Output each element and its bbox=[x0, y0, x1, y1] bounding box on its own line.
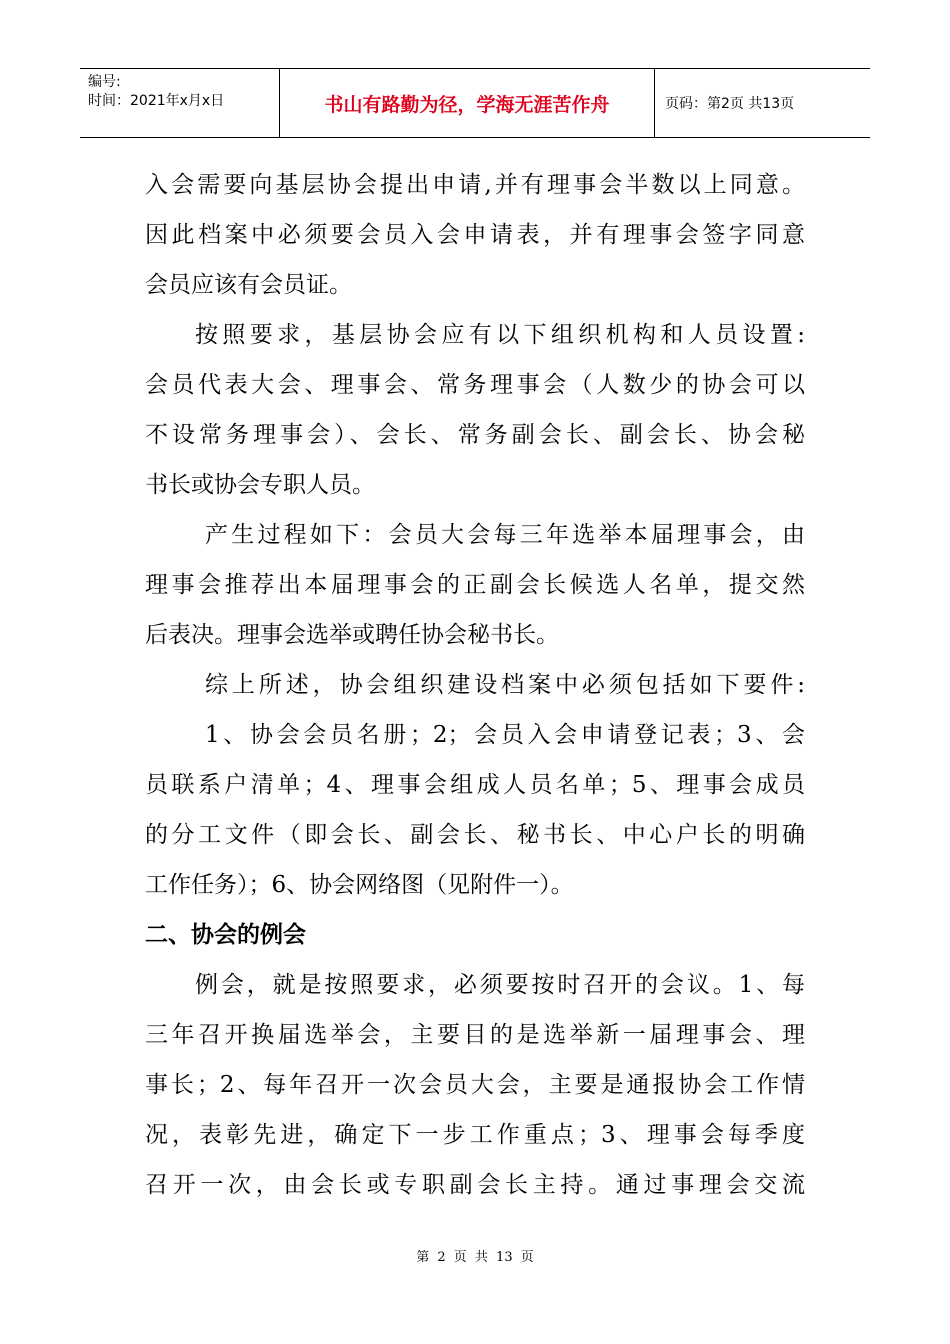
body-line: 的分工文件（即会长、副会长、秘书长、中心户长的明确 bbox=[145, 822, 805, 848]
page-header bbox=[80, 68, 870, 138]
body-line: 员联系户清单；4、理事会组成人员名单；5、理事会成员 bbox=[145, 772, 805, 798]
body-line: 例会，就是按照要求，必须要按时召开的会议。1、每 bbox=[195, 972, 805, 998]
body-line: 产生过程如下：会员大会每三年选举本届理事会，由 bbox=[205, 522, 805, 548]
body-line: 召开一次，由会长或专职副会长主持。通过事理会交流 bbox=[145, 1172, 805, 1198]
time-label: 时间：2021年x月x日 bbox=[88, 93, 225, 109]
body-line: 事长；2、每年召开一次会员大会，主要是通报协会工作情 bbox=[145, 1072, 805, 1098]
body-line: 况，表彰先进，确定下一步工作重点；3、理事会每季度 bbox=[145, 1122, 805, 1148]
body-line: 工作任务）；6、协会网络图（见附件一）。 bbox=[145, 872, 574, 898]
header-motto: 书山有路勤为径，学海无涯苦作舟 bbox=[280, 69, 655, 137]
section-heading: 二、协会的例会 bbox=[145, 922, 306, 948]
header-page-info: 页码：第2页 共13页 bbox=[665, 96, 795, 112]
header-meta bbox=[80, 69, 280, 137]
body-line: 理事会推荐出本届理事会的正副会长候选人名单，提交然 bbox=[145, 572, 805, 598]
body-line: 1、协会会员名册；2；会员入会申请登记表；3、会 bbox=[205, 722, 805, 748]
page-footer: 第 2 页 共 13 页 bbox=[416, 1250, 534, 1265]
number-label: 编号: bbox=[88, 74, 121, 90]
body-line: 书长或协会专职人员。 bbox=[145, 472, 375, 498]
body-line: 因此档案中必须要会员入会申请表，并有理事会签字同意 bbox=[145, 222, 805, 248]
body-line: 综上所述，协会组织建设档案中必须包括如下要件: bbox=[205, 672, 805, 698]
body-line: 后表决。理事会选举或聘任协会秘书长。 bbox=[145, 622, 559, 648]
body-line: 会员应该有会员证。 bbox=[145, 272, 352, 298]
body-line: 会员代表大会、理事会、常务理事会（人数少的协会可以 bbox=[145, 372, 805, 398]
body-line: 不设常务理事会）、会长、常务副会长、副会长、协会秘 bbox=[145, 422, 805, 448]
body-line: 三年召开换届选举会，主要目的是选举新一届理事会、理 bbox=[145, 1022, 805, 1048]
body-line: 入会需要向基层协会提出申请,并有理事会半数以上同意。 bbox=[145, 172, 805, 198]
body-line: 按照要求，基层协会应有以下组织机构和人员设置: bbox=[195, 322, 805, 348]
